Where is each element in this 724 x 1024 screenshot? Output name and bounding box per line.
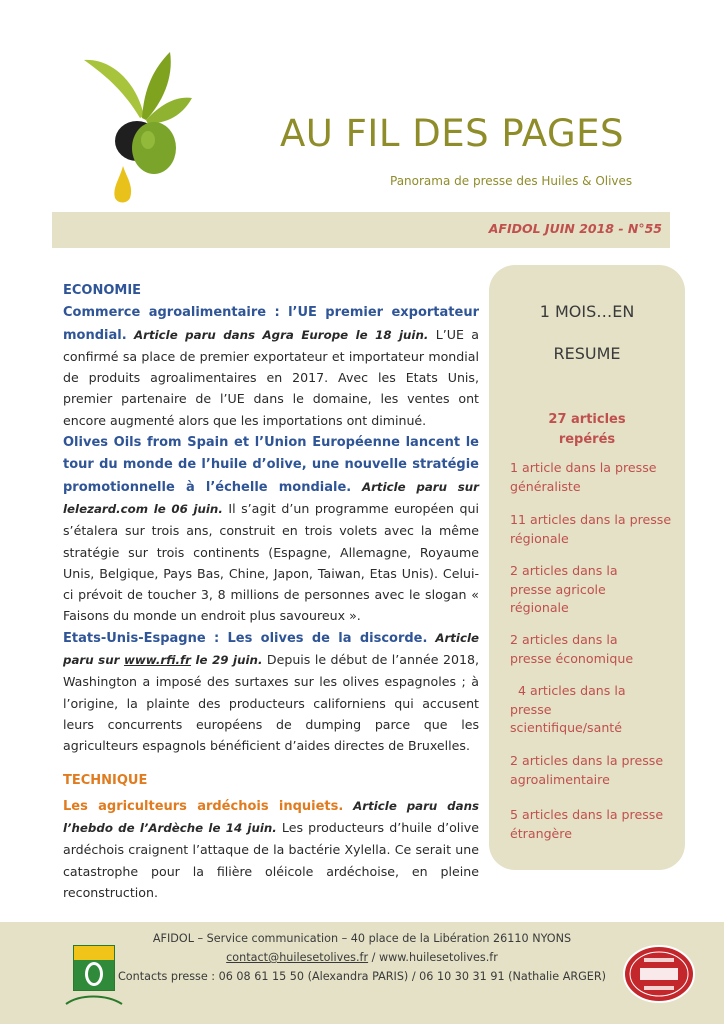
article-headline: Olives Oils from Spain et l’Union Européenne lancent le tour du monde de l’huile d’olive, une nouvelle stratégie promotionnelle à l’échelle mondiale. [63,435,479,495]
summary-item-etrangere: 5 articles dans la presse étrangère [510,807,664,841]
article-count [489,410,685,450]
article-body: Les producteurs d’huile d’olive ardéchois craignent l’attaque de la bactérie Xylella. Ce serait une catastrophe pour la filière oléicole ardéchoise, en pleine reconstruction. [63,820,479,901]
summary-item-generaliste: 1 article dans la presse généraliste [510,460,657,494]
article-source: Article paru sur lelezard.com le 06 juin. [63,479,479,516]
page-subtitle: Panorama de presse des Huiles & Olives [390,174,633,188]
article-source-date: le 29 juin. [190,653,263,668]
summary-item-economique: 2 articles dans la presse économique [510,632,634,666]
sidebar-heading-line2: RESUME [553,344,621,363]
issue-band [52,212,670,248]
article-count-line2: repérés [558,432,616,447]
article-commerce [63,301,479,431]
article-headline: Commerce agroalimentaire : l’UE premier exportateur mondial. [63,305,479,343]
summary-item-agricole-regionale: 2 articles dans la presse agricole régionale [510,563,618,615]
afidol-logo [60,944,128,1012]
huile-olive-midi-france-logo [622,944,696,1004]
sidebar-heading-line1: 1 MOIS…EN [539,302,635,321]
summary-sidebar [489,265,685,870]
article-agriculteurs-ardechois [63,795,479,903]
article-etats-unis-espagne [63,627,479,757]
olive-logo [82,48,194,206]
article-body: Il s’agit d’un programme européen qui s’étalera sur trois ans, construit en trois volets avec la même stratégie sur trois continents (Espagne, Allemagne, Royaume Unis, Belgique, Pays Bas, Chine, Japon, Taiwan, Etas Unis). Celui-ci prévoit de toucher 3, 8 millions de personnes avec le slogan « Faisons du monde un endroit plus savoureux ». [63,500,479,624]
summary-item-scientifique: 4 articles dans la presse scientifique/santé [510,683,630,735]
article-body: L’UE a confirmé sa place de premier exportateur et importateur mondial de produits agroalimentaires en 2017. Avec les Etats Unis, premier partenaire de l’UE dans le domaine, les ventes ont encore augmenté alors que les importations ont diminué. [63,326,479,428]
sidebar-heading [489,291,685,375]
footer-press-contacts: Contacts presse : 06 08 61 15 50 (Alexandra PARIS) / 06 10 30 31 91 (Nathalie ARGER) [117,970,607,983]
article-olive-oils-spain [63,431,479,627]
article-headline: Les agriculteurs ardéchois inquiets. [63,798,344,814]
footer-address: AFIDOL – Service communication – 40 place de la Libération 26110 NYONS [152,932,572,945]
issue-label: AFIDOL JUIN 2018 - N°55 [488,221,662,236]
article-source: Article paru dans l’hebdo de l’Ardèche le 14 juin. [63,798,480,836]
section-heading-economie: ECONOMIE [63,283,142,298]
page-title: AU FIL DES PAGES [280,112,624,155]
article-headline: Etats-Unis-Espagne : Les olives de la discorde. [63,630,428,646]
section-heading-technique: TECHNIQUE [63,772,148,788]
website-link[interactable]: www.huilesetolives.fr [378,951,498,964]
footer [0,922,724,1024]
rfi-link[interactable]: www.rfi.fr [123,653,191,668]
summary-item-agroalimentaire: 2 articles dans la presse agroalimentaire [510,753,664,787]
article-source-prefix: Article paru sur [63,630,479,668]
footer-separator: / [368,951,379,964]
main-column [63,280,479,903]
article-body: Depuis le début de l’année 2018, Washington a imposé des surtaxes sur les olives espagnoles ; à l’origine, la plainte des producteurs californiens qui accusent leurs concurrents européens de dumping parce que les agriculteurs espagnols bénéficient d’aides directes de Bruxelles. [63,652,479,754]
article-count-line1: 27 articles [548,412,626,427]
summary-item-regionale: 11 articles dans la presse régionale [510,512,672,546]
contact-email-link[interactable]: contact@huilesetolives.fr [226,951,369,964]
article-source: Article paru dans Agra Europe le 18 juin. [134,327,429,342]
